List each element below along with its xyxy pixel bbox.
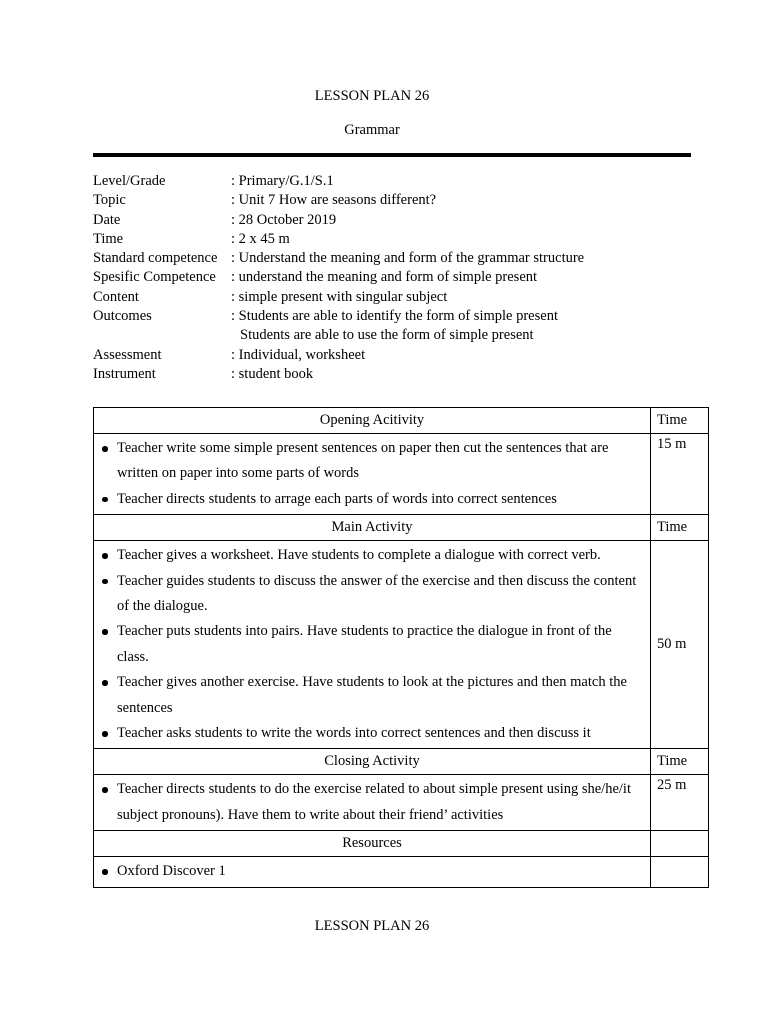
- lesson-info: [93, 172, 693, 384]
- opening-body-row: [94, 434, 709, 515]
- info-value: : student book: [231, 365, 314, 382]
- info-value: : Unit 7 How are seasons different?: [231, 192, 437, 209]
- info-value: : Primary/G.1/S.1: [231, 173, 334, 189]
- closing-activities: [94, 775, 651, 831]
- info-value: Students are able to use the form of simple present: [240, 327, 534, 344]
- info-value: : understand the meaning and form of simple present: [231, 269, 538, 286]
- main-heading-row: [94, 515, 709, 541]
- list-item: Teacher asks students to write the words into correct sentences and then discuss it: [117, 721, 646, 746]
- info-value: : Understand the meaning and form of the grammar structure: [231, 250, 585, 267]
- info-value: : 2 x 45 m: [231, 230, 290, 247]
- opening-list: [94, 434, 650, 514]
- list-item: Oxford Discover 1: [117, 859, 646, 884]
- resources-list: [94, 857, 650, 886]
- main-activities: [94, 541, 651, 749]
- main-heading: Main Activity: [94, 515, 651, 541]
- resources-body-row: [94, 857, 709, 887]
- info-label: Instrument: [93, 365, 156, 382]
- info-row-date: [93, 211, 693, 230]
- closing-body-row: [94, 775, 709, 831]
- info-row-content: [93, 288, 693, 307]
- info-label: Level/Grade: [93, 173, 166, 189]
- opening-activities: [94, 434, 651, 515]
- list-item: Teacher write some simple present sentences on paper then cut the sentences that are written on paper into some parts of words: [117, 436, 646, 487]
- info-value: : Individual, worksheet: [231, 346, 366, 363]
- info-row-instrument: [93, 365, 693, 384]
- list-item: Teacher directs students to arrage each parts of words into correct sentences: [117, 487, 646, 512]
- list-item: Teacher guides students to discuss the answer of the exercise and then discuss the content of the dialogue.: [117, 569, 646, 620]
- info-row-time: [93, 230, 693, 249]
- main-time: 50 m: [651, 541, 709, 749]
- info-row-outcomes: [93, 307, 693, 326]
- list-item: Teacher gives another exercise. Have students to look at the pictures and then match the sentences: [117, 670, 646, 721]
- info-label: Time: [93, 230, 124, 247]
- info-row-assessment: [93, 346, 693, 365]
- list-item: Teacher directs students to do the exercise related to about simple present using she/he/it subject pronouns). Have them to write about their friend’ activities: [117, 777, 646, 828]
- info-row-specific-competence: [93, 268, 693, 287]
- page-title: LESSON PLAN 26: [314, 88, 430, 104]
- closing-heading: Closing Activity: [94, 749, 651, 775]
- info-value: : Students are able to identify the form of simple present: [231, 308, 558, 325]
- main-time-heading: Time: [651, 515, 709, 541]
- info-value: : simple present with singular subject: [231, 288, 448, 305]
- resources-empty-cell: [651, 857, 709, 887]
- activity-table: [93, 407, 709, 888]
- opening-time: 15 m: [651, 434, 709, 515]
- opening-time-heading: Time: [651, 408, 709, 434]
- opening-heading-row: [94, 408, 709, 434]
- page-subtitle: Grammar: [344, 122, 400, 138]
- closing-list: [94, 775, 650, 830]
- info-row-standard-competence: [93, 249, 693, 268]
- info-row-topic: [93, 191, 693, 210]
- list-item: Teacher gives a worksheet. Have students to complete a dialogue with correct verb.: [117, 543, 646, 568]
- resources-heading: Resources: [94, 831, 651, 857]
- closing-time: 25 m: [651, 775, 709, 831]
- resources-time-empty: [651, 831, 709, 857]
- closing-heading-row: [94, 749, 709, 775]
- info-label: Content: [93, 288, 139, 305]
- main-body-row: [94, 541, 709, 749]
- list-item: Teacher puts students into pairs. Have students to practice the dialogue in front of the class.: [117, 619, 646, 670]
- opening-heading: Opening Acitivity: [94, 408, 651, 434]
- closing-time-heading: Time: [651, 749, 709, 775]
- resources-list-cell: [94, 857, 651, 887]
- footer-title: LESSON PLAN 26: [314, 918, 430, 934]
- resources-heading-row: [94, 831, 709, 857]
- info-label: Topic: [93, 192, 126, 209]
- info-label: Standard competence: [93, 250, 218, 267]
- header-divider: [93, 153, 691, 157]
- main-list: [94, 541, 650, 748]
- info-row-outcomes-continued: [93, 326, 693, 345]
- info-label: Date: [93, 211, 121, 228]
- info-label: Assessment: [93, 346, 162, 363]
- info-label: Outcomes: [93, 308, 152, 325]
- info-row-level: [93, 172, 693, 191]
- info-value: : 28 October 2019: [231, 211, 337, 228]
- info-label: Spesific Competence: [93, 269, 216, 286]
- info-label: [93, 326, 231, 345]
